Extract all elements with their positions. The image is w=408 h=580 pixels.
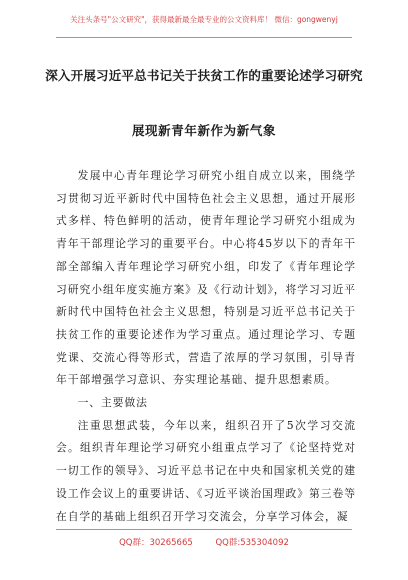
section-heading: 一、主要做法 [77, 396, 148, 410]
document-title: 深入开展习近平总书记关于扶贫工作的重要论述学习研究 [45, 68, 363, 83]
body-paragraph: 发展中心青年理论学习研究小组自成立以来，围绕学习贯彻习近平新时代中国特色社会主义思想，通过开展形式多样、特色鲜明的活动，使青年理论学习研究小组成为青年干部理论学习的重要平台。中心将45岁以下的青年干部全部编入青年理论学习研究小组，印发了《青年理论学习研究小组年度实施方案》及《行动计划》，将学习习近平新时代中国特色社会主义思想，特别是习近平总书记关于扶贫工作的重要论述作为学习重点。通过理论学习、专题党课、交流心得等形式，营造了浓厚的学习氛围，引导青年干部增强学习意识、夯实理论基础、提升思想素质。 [56, 169, 356, 387]
footer-divider [56, 529, 352, 530]
header-divider [56, 37, 352, 38]
footer-qq-group-2: QQ群:535304092 [215, 538, 289, 548]
footer-qq-group-1: QQ群：30265665 [119, 538, 193, 548]
document-body [56, 165, 356, 528]
document-subtitle: 展现新青年新作为新气象 [131, 123, 277, 138]
body-paragraph: 注重思想武装，今年以来，组织召开了5次学习交流会。组织青年理论学习研究小组重点学习了《论坚持党对一切工作的领导》、习近平总书记在中央和国家机关党的建设工作会议上的重要讲话、《习近平谈治国理政》第三卷等在自学的基础上组织召开学习交流会，分享学习体会，凝 [56, 418, 356, 523]
header-banner: 关注头条号"公文研究"，获得最新最全最专业的公文资料库！ 微信：gongwenyj [70, 15, 338, 24]
footer [0, 536, 408, 548]
